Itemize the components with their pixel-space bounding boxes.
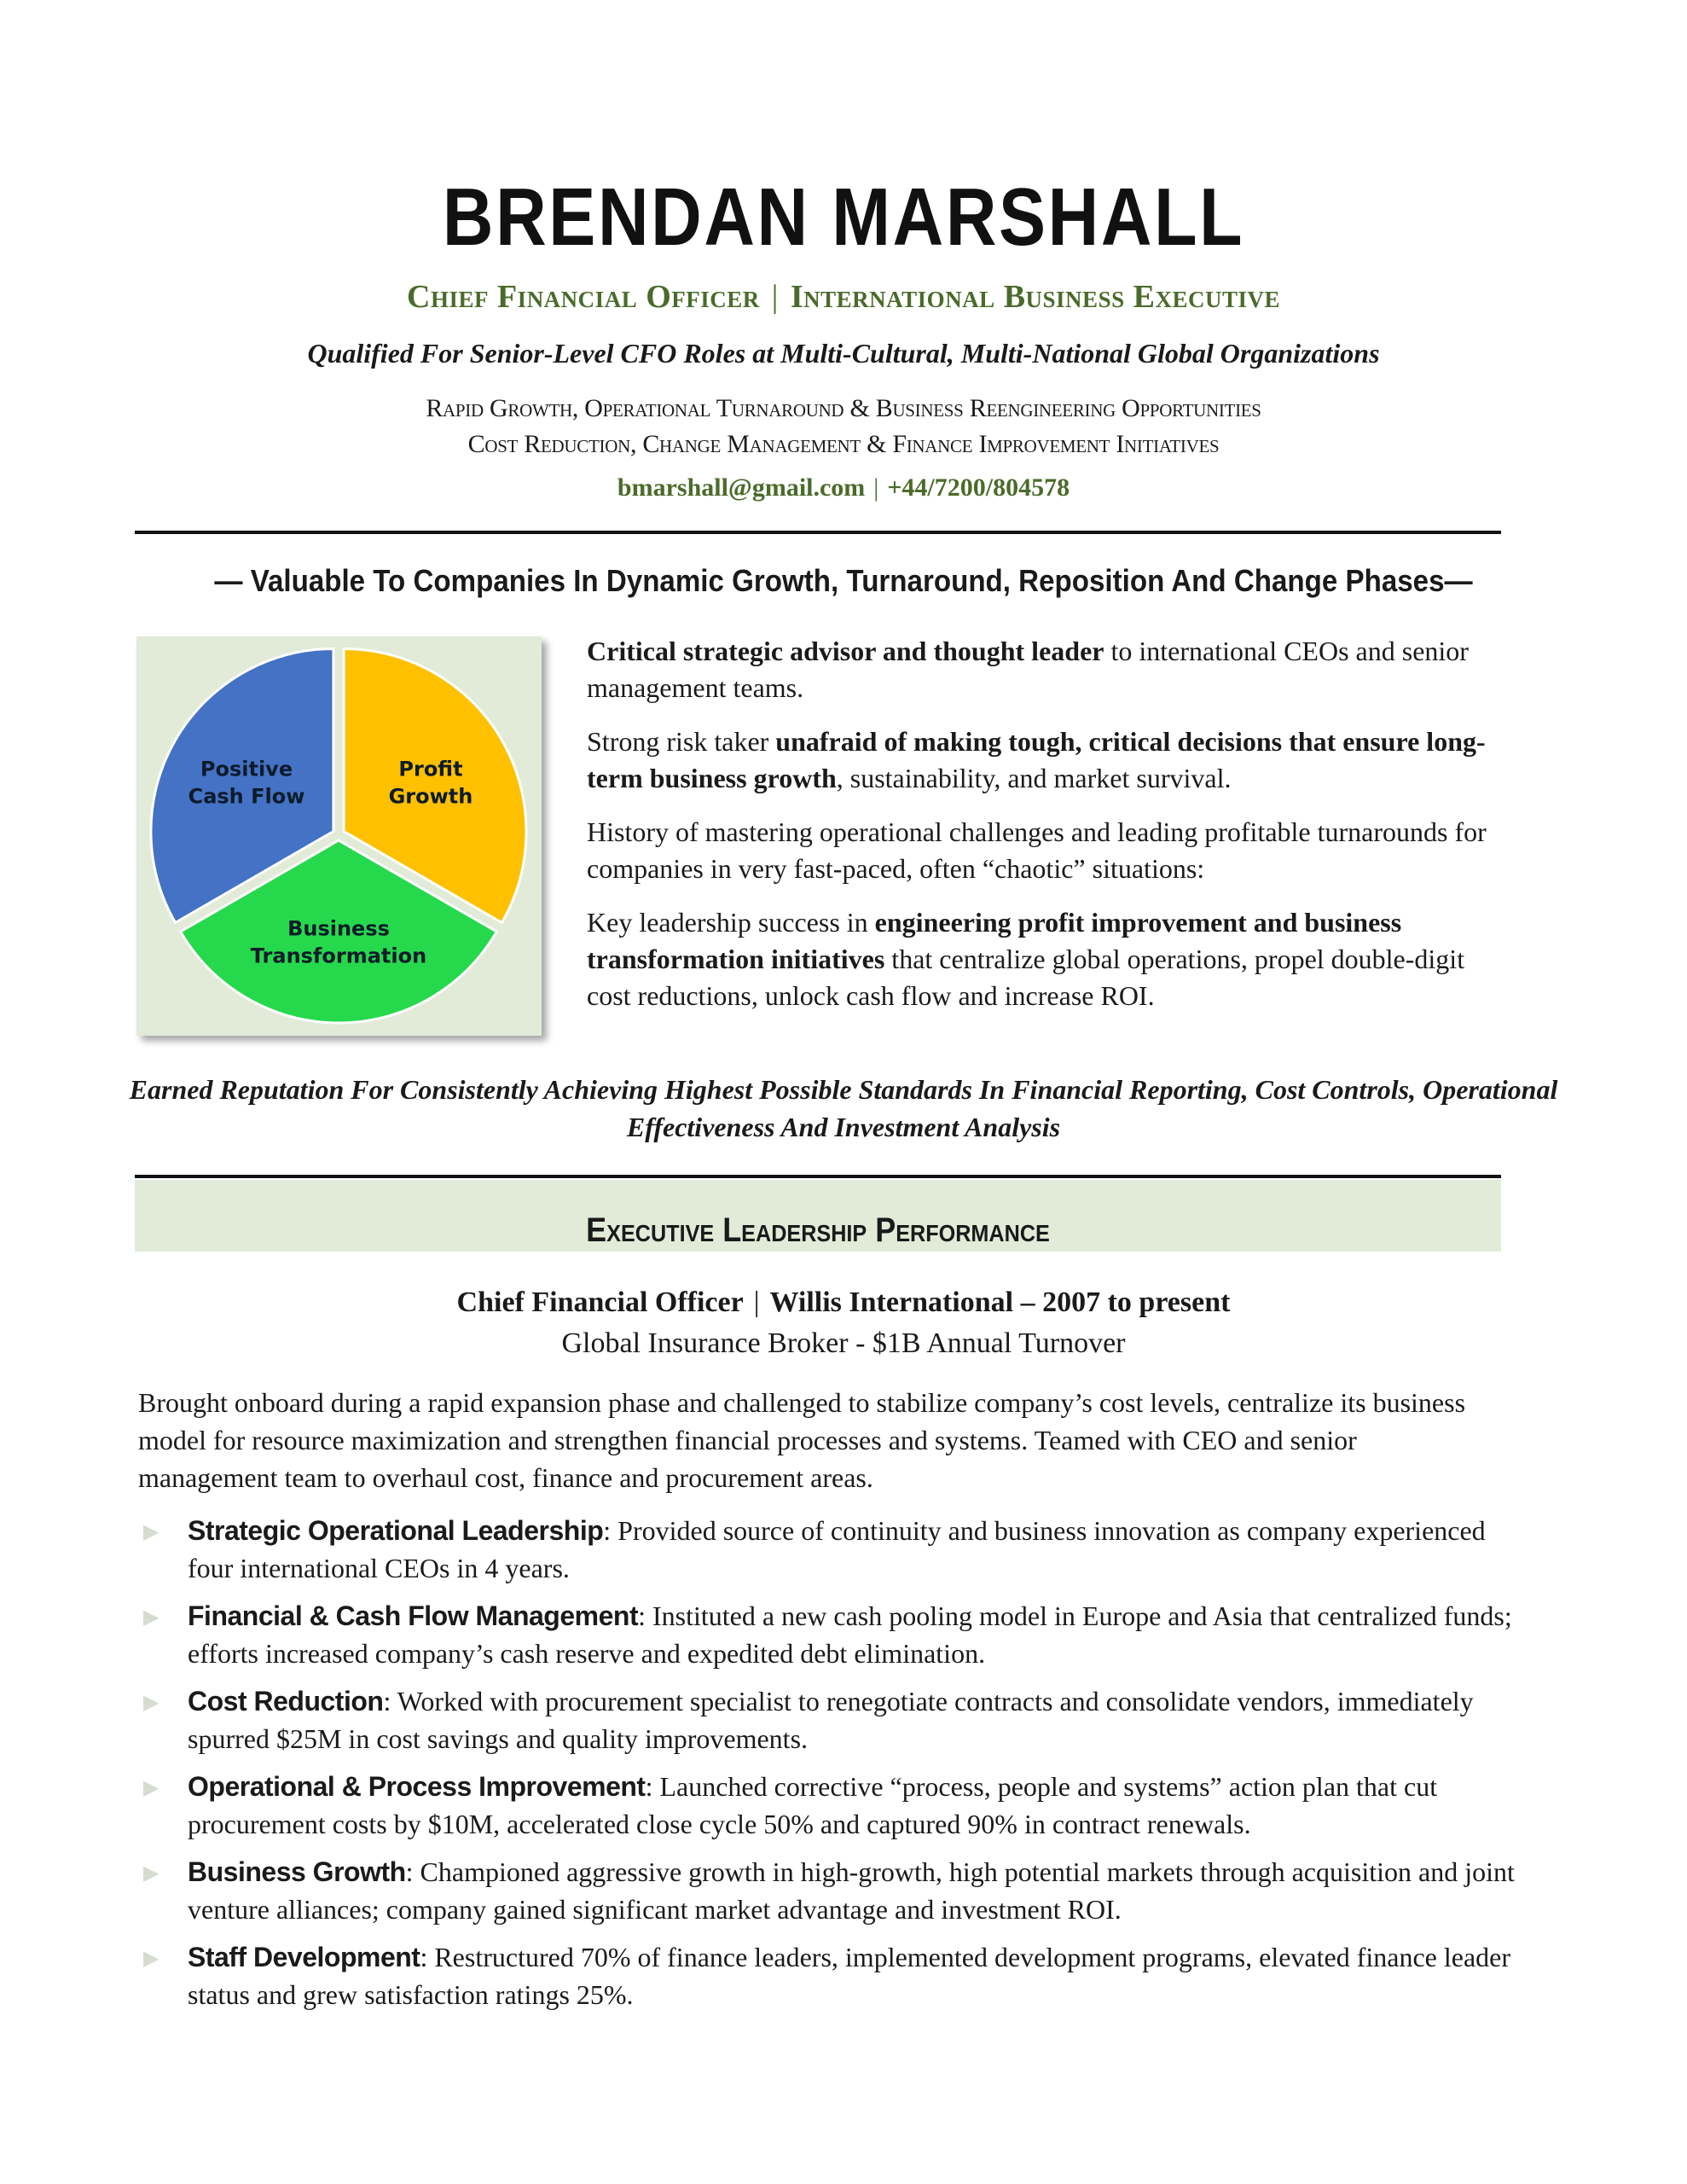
achievement-item xyxy=(138,1597,1520,1672)
company-description: Global Insurance Broker - $1B Annual Turnover xyxy=(561,1327,1126,1359)
header-divider xyxy=(135,531,1501,534)
contact-separator: | xyxy=(873,473,879,502)
summary-4-start: Key leadership success in xyxy=(587,907,875,938)
summary-1-rest: to international CEOs and senior management teams. xyxy=(587,636,1469,703)
achievement-label: Cost Reduction xyxy=(188,1686,384,1716)
phone-number: +44/7200/804578 xyxy=(887,473,1070,502)
summary-section xyxy=(587,633,1508,1031)
achievement-item xyxy=(138,1853,1520,1928)
pie-slice-label: Profit xyxy=(398,757,463,781)
title-right: International Business Executive xyxy=(790,279,1280,315)
pie-chart-panel xyxy=(136,636,542,1036)
pie-slice-label: Positive xyxy=(200,757,293,781)
bullet-arrow-icon: ▶ xyxy=(143,1692,159,1714)
pie-slice-label: Growth xyxy=(388,784,473,809)
achievement-label: Strategic Operational Leadership xyxy=(188,1515,604,1546)
title-left: Chief Financial Officer xyxy=(407,279,760,315)
focus-line-1: Rapid Growth, Operational Turnaround & Business Reengineering Opportunities xyxy=(426,394,1261,422)
achievement-text: : Restructured 70% of finance leaders, implemented development programs, elevated finance leader status and grew satisfaction ratings 25%. xyxy=(188,1942,1511,2010)
job-intro: Brought onboard during a rapid expansion phase and challenged to stabilize company’s cost levels, centralize its business model for resource maximization and strengthen financial processes and systems. Teamed with CEO and senior management team to overhaul cost, finance and procurement areas. xyxy=(138,1387,1466,1493)
summary-1-bold: Critical strategic advisor and thought leader xyxy=(587,636,1104,666)
bullet-arrow-icon: ▶ xyxy=(143,1777,159,1799)
achievement-label: Staff Development xyxy=(188,1942,420,1972)
achievement-text: : Launched corrective “process, people and systems” action plan that cut procurement costs by $10M, accelerated close cycle 50% and captured 90% in contract renewals. xyxy=(188,1771,1438,1839)
summary-paragraph-4 xyxy=(587,904,1508,1014)
achievement-text: : Instituted a new cash pooling model in Europe and Asia that centralized funds; efforts increased company’s cash reserve and expedited debt elimination. xyxy=(188,1600,1512,1669)
achievement-text: : Worked with procurement specialist to renegotiate contracts and consolidate vendors, immediately spurred $25M in cost savings and quality improvements. xyxy=(188,1686,1474,1754)
candidate-name: BRENDAN MARSHALL xyxy=(442,171,1245,263)
summary-4-bold: engineering profit improvement and business transformation initiatives xyxy=(587,907,1402,974)
section-divider xyxy=(135,1175,1501,1178)
summary-paragraph-2 xyxy=(587,723,1508,797)
achievement-label: Operational & Process Improvement xyxy=(188,1771,646,1802)
pie-chart xyxy=(136,636,542,1036)
achievement-label: Financial & Cash Flow Management xyxy=(188,1600,639,1631)
reputation-statement: Earned Reputation For Consistently Achieving Highest Possible Standards In Financial Reporting, Cost Controls, Operational Effectiveness And Investment Analysis xyxy=(129,1074,1558,1142)
value-statement: — Valuable To Companies In Dynamic Growth, Turnaround, Reposition And Change Phases— xyxy=(214,563,1473,598)
focus-line-2: Cost Reduction, Change Management & Finance Improvement Initiatives xyxy=(467,430,1220,458)
achievement-text: : Championed aggressive growth in high-growth, high potential markets through acquisition and joint venture alliances; company gained significant market advantage and investment ROI. xyxy=(188,1856,1515,1925)
summary-2-start: Strong risk taker xyxy=(587,726,776,757)
achievement-item xyxy=(138,1768,1520,1843)
achievement-list xyxy=(138,1512,1520,2024)
contact-line xyxy=(0,473,1687,502)
title-separator: | xyxy=(771,279,779,315)
achievement-item xyxy=(138,1682,1520,1757)
achievement-text: : Provided source of continuity and business innovation as company experienced four international CEOs in 4 years. xyxy=(188,1515,1486,1583)
bullet-arrow-icon: ▶ xyxy=(143,1521,159,1543)
achievement-label: Business Growth xyxy=(188,1856,406,1887)
email-link[interactable]: bmarshall@gmail.com xyxy=(617,473,866,502)
bullet-arrow-icon: ▶ xyxy=(143,1606,159,1629)
summary-4-rest: that centralize global operations, propel double-digit cost reductions, unlock cash flow and increase ROI. xyxy=(587,944,1465,1011)
qualification-statement: Qualified For Senior-Level CFO Roles at Multi-Cultural, Multi-National Global Organizations xyxy=(307,338,1380,369)
summary-2-bold: unafraid of making tough, critical decisions that ensure long-term business growth xyxy=(587,726,1486,793)
job-separator: | xyxy=(753,1287,760,1318)
job-company-dates: Willis International – 2007 to present xyxy=(769,1287,1231,1318)
pie-slice-label: Transformation xyxy=(250,944,427,968)
achievement-item xyxy=(138,1938,1520,2013)
job-heading xyxy=(0,1287,1687,1319)
bullet-arrow-icon: ▶ xyxy=(143,1948,159,1970)
achievement-item xyxy=(138,1512,1520,1587)
pie-slice-label: Business xyxy=(287,916,390,941)
job-role: Chief Financial Officer xyxy=(456,1287,744,1318)
section-title: Executive Leadership Performance xyxy=(586,1211,1050,1249)
summary-2-rest: , sustainability, and market survival. xyxy=(836,763,1232,793)
summary-paragraph-3: History of mastering operational challenges and leading profitable turnarounds for companies in very fast-paced, often “chaotic” situations: xyxy=(587,816,1487,884)
summary-paragraph-1 xyxy=(587,633,1508,706)
bullet-arrow-icon: ▶ xyxy=(143,1862,159,1885)
professional-title xyxy=(0,278,1687,316)
pie-slice-label: Cash Flow xyxy=(188,784,305,809)
